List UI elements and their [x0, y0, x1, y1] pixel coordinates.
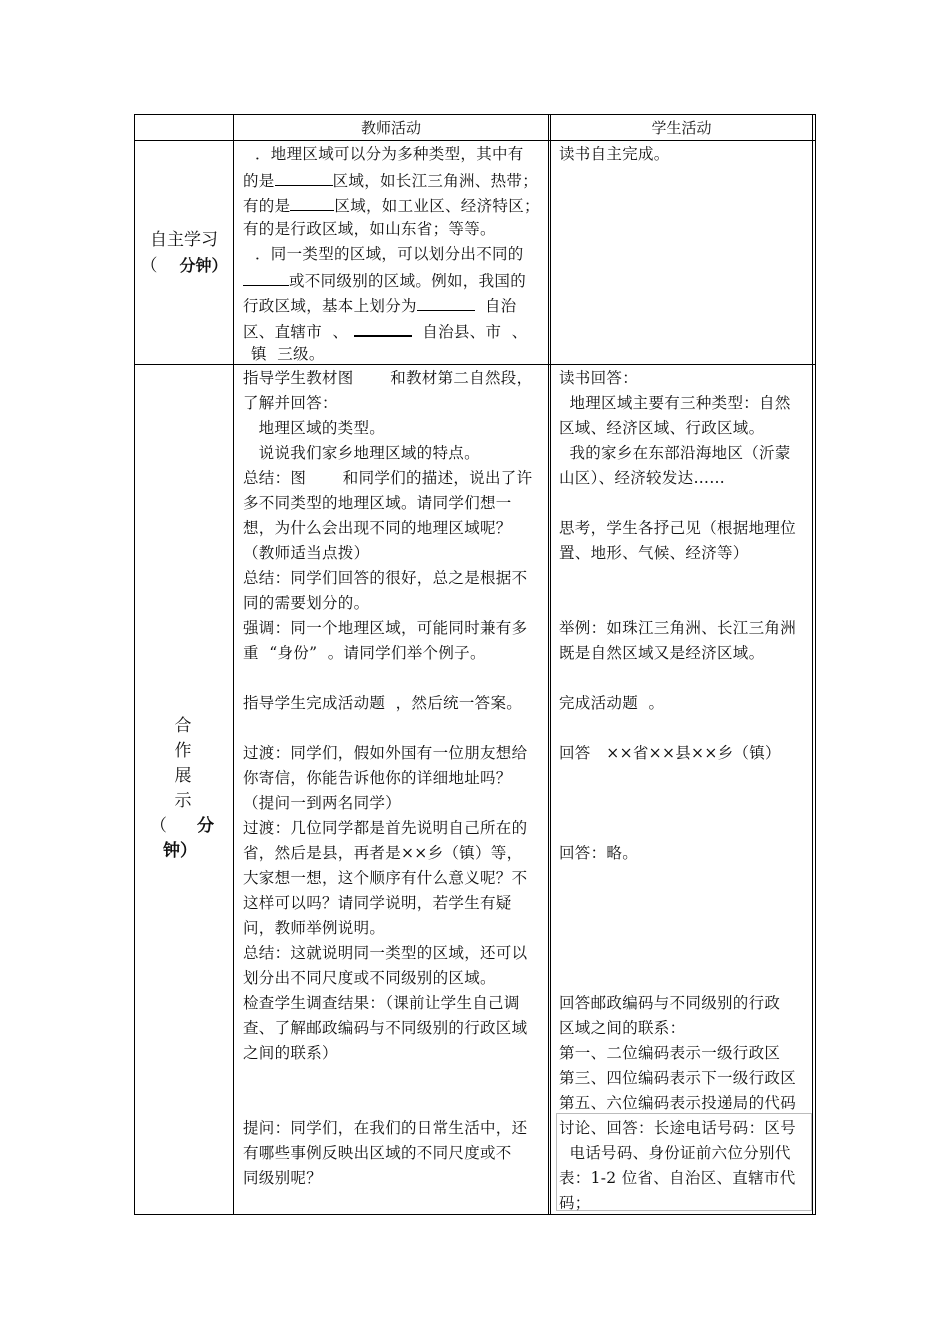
- header-teacher-activity: 教师活动: [360, 119, 421, 137]
- text-fragment: 的是: [243, 172, 275, 190]
- text-line: 想，为什么会出现不同的地理区域呢？: [243, 519, 512, 537]
- text-line: 山区）、经济较发达……: [559, 469, 726, 487]
- text-line: 我的家乡在东部沿海地区（沂蒙: [559, 444, 791, 462]
- text-line: ．同一类型的区域，可以划分出不同的: [255, 245, 524, 263]
- row1-student-activity: [559, 142, 809, 167]
- text-fragment: 自治: [484, 297, 517, 315]
- text-line: [243, 716, 547, 741]
- text-line: [559, 966, 811, 991]
- text-line: 检查学生调查结果：（课前让学生自己调: [243, 994, 520, 1012]
- text-line: [559, 816, 811, 841]
- row2-label-char: 作: [174, 741, 192, 761]
- row2-label-char: 合: [174, 716, 192, 736]
- text-line: 举例：如珠江三角洲、长江三角洲: [559, 619, 797, 637]
- row1-teacher-activity: [243, 142, 547, 367]
- text-line: 总结：图 和同学们的描述，说出了许: [243, 469, 533, 487]
- text-line: 完成活动题 。: [559, 694, 665, 712]
- text-line: 了解并回答：: [243, 394, 338, 412]
- row2-label-paren: （: [150, 816, 167, 836]
- text-line: 指导学生教材图 和教材第二自然段，: [243, 369, 533, 387]
- text-line: 强调：同一个地理区域，可能同时兼有多: [243, 619, 528, 637]
- fill-blank: [275, 167, 333, 186]
- text-line: [559, 566, 811, 591]
- text-fragment: 区、直辖市 、: [243, 323, 349, 341]
- text-line: [243, 192, 547, 217]
- text-line: 同级别呢？: [243, 1169, 323, 1187]
- row2-label-fen: 分: [197, 816, 214, 836]
- text-line: 讨论、回答：长途电话号码：区号: [559, 1119, 797, 1137]
- row1-label-title: 自主学习: [150, 230, 218, 250]
- text-line: [559, 491, 811, 516]
- text-line: （教师适当点拨）: [243, 544, 370, 562]
- text-line: [243, 267, 547, 292]
- text-line: 查、了解邮政编码与不同级别的行政区域: [243, 1019, 528, 1037]
- text-line: 第一、二位编码表示一级行政区: [559, 1044, 781, 1062]
- text-fragment: 行政区域，基本上划分为: [243, 297, 417, 315]
- text-line: 区域、经济区域、行政区域。: [559, 419, 765, 437]
- text-line: 既是自然区域又是经济区域。: [559, 644, 765, 662]
- text-line: [243, 317, 547, 342]
- text-line: 读书自主完成。: [559, 145, 670, 163]
- text-line: 回答：略。: [559, 844, 639, 862]
- text-line: 多不同类型的地理区域。请同学们想一: [243, 494, 512, 512]
- row1-label-minutes: 分钟）: [179, 256, 228, 275]
- column-divider-1: [233, 114, 234, 1215]
- text-fragment: 区域，如长江三角洲、热带；: [332, 172, 539, 190]
- text-line: 之间的联系）: [243, 1044, 338, 1062]
- text-line: 总结：这就说明同一类型的区域，还可以: [243, 944, 528, 962]
- text-line: 问，教师举例说明。: [243, 919, 386, 937]
- text-line: 划分出不同尺度或不同级别的区域。: [243, 969, 496, 987]
- text-line: 地理区域主要有三种类型：自然: [559, 394, 791, 412]
- text-line: [243, 1091, 547, 1116]
- right-border-inner: [812, 114, 813, 1215]
- text-line: [243, 167, 547, 192]
- text-line: 同的需要划分的。: [243, 594, 370, 612]
- text-line: 电话号码、身份证前六位分别代: [559, 1144, 791, 1162]
- text-line: [559, 716, 811, 741]
- fill-blank: [417, 292, 475, 311]
- row1-label: [135, 227, 233, 279]
- fill-blank: [243, 267, 289, 286]
- text-line: 第三、四位编码表示下一级行政区: [559, 1069, 797, 1087]
- text-fragment: 有的是: [243, 197, 291, 215]
- text-line: ．地理区域可以分为多种类型，其中有: [255, 145, 524, 163]
- header-divider: [134, 140, 816, 141]
- column-divider-2: [548, 114, 549, 1215]
- text-line: 提问：同学们，在我们的日常生活中，还: [243, 1119, 528, 1137]
- text-line: [559, 591, 811, 616]
- text-line: 置、地形、气候、经济等）: [559, 544, 749, 562]
- text-line: 过渡：几位同学都是首先说明自己所在的: [243, 819, 528, 837]
- text-line: [243, 292, 547, 317]
- text-line: 过渡：同学们，假如外国有一位朋友想给: [243, 744, 528, 762]
- text-fragment: 或不同级别的区域。例如，我国的: [289, 272, 527, 290]
- text-line: 回答邮政编码与不同级别的行政: [559, 994, 781, 1012]
- text-line: 大家想一想，这个顺序有什么意义呢？不: [243, 869, 528, 887]
- text-line: 镇 三级。: [251, 345, 325, 363]
- text-line: 有的是行政区域，如山东省；等等。: [243, 220, 496, 238]
- text-line: [559, 766, 811, 791]
- text-line: [243, 1066, 547, 1091]
- text-fragment: 自治县、市 、: [422, 323, 528, 341]
- text-line: （提问一到两名同学）: [243, 794, 402, 812]
- fill-blank: [290, 192, 334, 211]
- row2-label-zhong: 钟）: [163, 841, 197, 861]
- text-line: [559, 866, 811, 891]
- text-line: 表：1-2 位省、自治区、直辖市代: [559, 1169, 796, 1187]
- text-line: 回答 ××省××县××乡（镇）: [559, 744, 781, 762]
- row2-student-activity: [559, 366, 811, 1216]
- text-line: 区域之间的联系：: [559, 1019, 686, 1037]
- row1-label-duration: [135, 253, 233, 279]
- text-line: 说说我们家乡地理区域的特点。: [243, 444, 480, 462]
- row2-label-char: 展: [174, 766, 192, 786]
- text-line: 重 “身份” 。请同学们举个例子。: [243, 644, 486, 662]
- text-line: 这样可以吗？请同学说明，若学生有疑: [243, 894, 512, 912]
- row1-label-paren: （: [140, 256, 158, 276]
- text-line: 思考，学生各抒己见（根据地理位: [559, 519, 797, 537]
- text-line: 你寄信，你能告诉他你的详细地址吗？: [243, 769, 512, 787]
- row2-label-char: 示: [174, 791, 192, 811]
- text-fragment: 区域，如工业区、经济特区；: [334, 197, 540, 215]
- text-line: 指导学生完成活动题 ，然后统一答案。: [243, 694, 523, 712]
- text-line: 码；: [559, 1194, 591, 1212]
- text-line: [559, 891, 811, 916]
- text-line: [559, 666, 811, 691]
- text-line: 省，然后是县，再者是××乡（镇）等，: [243, 844, 523, 862]
- text-line: 地理区域的类型。: [243, 419, 386, 437]
- text-line: [559, 941, 811, 966]
- text-line: 有哪些事例反映出区域的不同尺度或不: [243, 1144, 512, 1162]
- text-line: [559, 791, 811, 816]
- text-line: 读书回答：: [559, 369, 639, 387]
- fill-blank: [354, 317, 412, 337]
- text-line: 总结：同学们回答的很好，总之是根据不: [243, 569, 528, 587]
- column-divider-2b: [550, 114, 551, 1215]
- text-line: 第五、六位编码表示投递局的代码: [559, 1094, 797, 1112]
- header-student-activity: 学生活动: [651, 119, 712, 137]
- row2-teacher-activity: [243, 366, 547, 1191]
- text-line: [243, 666, 547, 691]
- text-line: [559, 916, 811, 941]
